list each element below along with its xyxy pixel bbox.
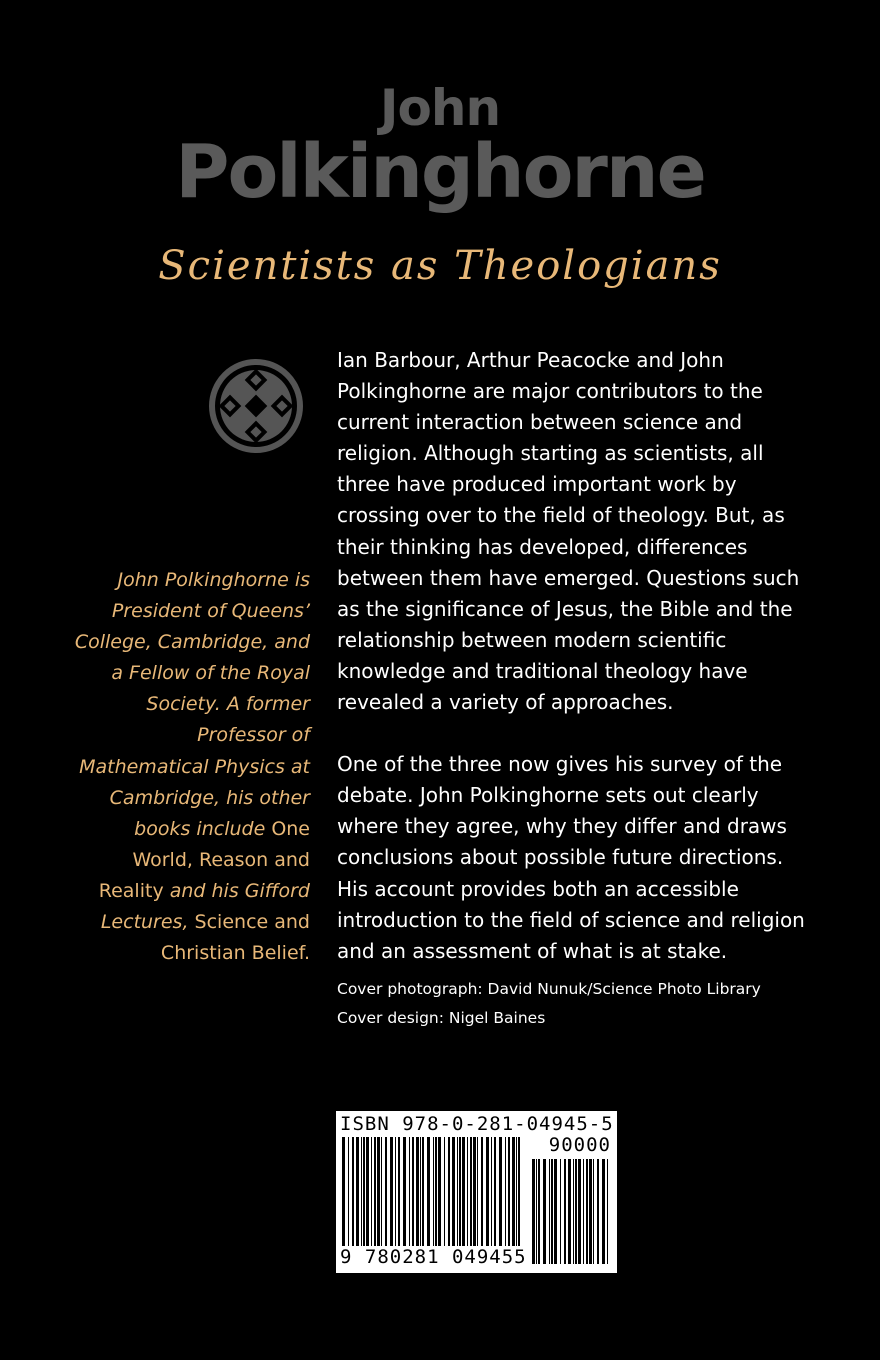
barcode-bar (377, 1137, 380, 1257)
barcode-bar (390, 1137, 393, 1257)
barcode-bar (462, 1137, 465, 1257)
price-code: 90000 (548, 1134, 611, 1156)
barcode-bar (586, 1159, 588, 1264)
barcode-bar (602, 1159, 605, 1264)
barcode-bar (564, 1159, 566, 1264)
barcode-bar (427, 1137, 430, 1257)
barcode-bar (560, 1159, 561, 1264)
publisher-cross-emblem-icon (208, 358, 304, 454)
barcode-bar (398, 1137, 400, 1257)
barcode-bar (512, 1137, 515, 1257)
barcode-bar (352, 1137, 354, 1257)
barcode-bar (508, 1137, 510, 1257)
barcode-bar (477, 1137, 478, 1257)
barcode-bar (597, 1159, 599, 1264)
isbn-barcode (336, 1111, 617, 1273)
cover-credits (337, 975, 807, 1033)
barcode-bar (491, 1137, 492, 1257)
barcode-bar (505, 1137, 506, 1257)
barcode-bar (420, 1137, 421, 1257)
barcode-bar (363, 1137, 365, 1257)
author-last-name: Polkinghorne (175, 129, 705, 215)
barcode-bar (573, 1159, 574, 1264)
bio-text-1: John Polkinghorne is President of Queens’ College, Cambridge, and a Fellow of the Royal Society. A former Professor of Mathematical Physics at Cambridge, his other books include (74, 569, 310, 840)
barcode-bar (385, 1137, 387, 1257)
barcode-bar (412, 1137, 414, 1257)
barcode-bar (374, 1137, 376, 1257)
barcode-bar (409, 1137, 410, 1257)
barcode-bar (444, 1137, 445, 1257)
barcode-bar (518, 1137, 520, 1257)
barcode-bar (554, 1159, 557, 1264)
barcode-bar (422, 1137, 424, 1257)
barcode-bar (583, 1159, 584, 1264)
barcode-bar (361, 1137, 362, 1257)
barcode-bar (366, 1137, 369, 1257)
barcode-bar (593, 1159, 594, 1264)
description-paragraph-1: Ian Barbour, Arthur Peacocke and John Polkinghorne are major contributors to the current interaction between science and religion. Although starting as scientists, all three have produced important work by crossing over to the field of theology. But, as their thinking has developed, differences between them have emerged. Questions such as the significance of Jesus, the Bible and the relationship between modern scientific knowledge and traditional theology have revealed a variety of approaches. (337, 348, 800, 715)
barcode-bar (342, 1137, 345, 1257)
barcode-bar (481, 1137, 483, 1257)
barcode-bar (532, 1159, 535, 1264)
barcode-bar (551, 1159, 553, 1264)
barcode-bar (499, 1137, 502, 1257)
barcode-bar (470, 1137, 472, 1257)
design-credit: Cover design: Nigel Baines (337, 1009, 546, 1027)
barcode-bar (416, 1137, 419, 1257)
book-description (337, 345, 807, 998)
barcode-digits: 9 780281 049455 (340, 1246, 527, 1268)
barcode-bar (459, 1137, 461, 1257)
author-first-name: John (379, 79, 501, 137)
barcode-bar (457, 1137, 458, 1257)
author-bio (70, 565, 310, 969)
barcode-bar (538, 1159, 540, 1264)
barcode-bar (433, 1137, 434, 1257)
barcode-bar (403, 1137, 406, 1257)
barcode-bar (486, 1137, 489, 1257)
barcode-bar (575, 1159, 577, 1264)
barcode-bar (356, 1137, 359, 1257)
barcode-bar (381, 1137, 382, 1257)
barcode-bar (568, 1159, 571, 1264)
barcode-bar (448, 1137, 450, 1257)
barcode-bar (395, 1137, 396, 1257)
barcode-bar (543, 1159, 546, 1264)
barcode-main-bars (342, 1137, 522, 1257)
barcode-bar (494, 1137, 496, 1257)
barcode-bar (435, 1137, 437, 1257)
photo-credit: Cover photograph: David Nunuk/Science Photo Library (337, 980, 761, 998)
barcode-bar (536, 1159, 537, 1264)
barcode-bar (348, 1137, 349, 1257)
barcode-bar (452, 1137, 455, 1257)
barcode-bar (607, 1159, 608, 1264)
bio-book-1: One World, Reason and Reality (98, 817, 310, 902)
description-paragraph-2: One of the three now gives his survey of the debate. John Polkinghorne sets out clearly where they agree, why they differ and draws conclusions about possible future directions. His account provides both an accessible introduction to the field of science and religion and an assessment of what is at stake. (337, 752, 805, 963)
barcode-bar (549, 1159, 550, 1264)
barcode-bar (473, 1137, 476, 1257)
barcode-addon-bars (532, 1159, 612, 1264)
bio-book-2: Science and Christian Belief. (160, 911, 310, 965)
barcode-bar (371, 1137, 372, 1257)
bio-text-2: and his Gifford Lectures, (100, 879, 310, 934)
book-title: Scientists as Theologians (158, 243, 722, 289)
barcode-bar (516, 1137, 517, 1257)
barcode-bar (578, 1159, 581, 1264)
barcode-bar (438, 1137, 441, 1257)
barcode-bar (467, 1137, 468, 1257)
isbn-label: ISBN 978-0-281-04945-5 (340, 1113, 614, 1135)
barcode-bar (589, 1159, 592, 1264)
